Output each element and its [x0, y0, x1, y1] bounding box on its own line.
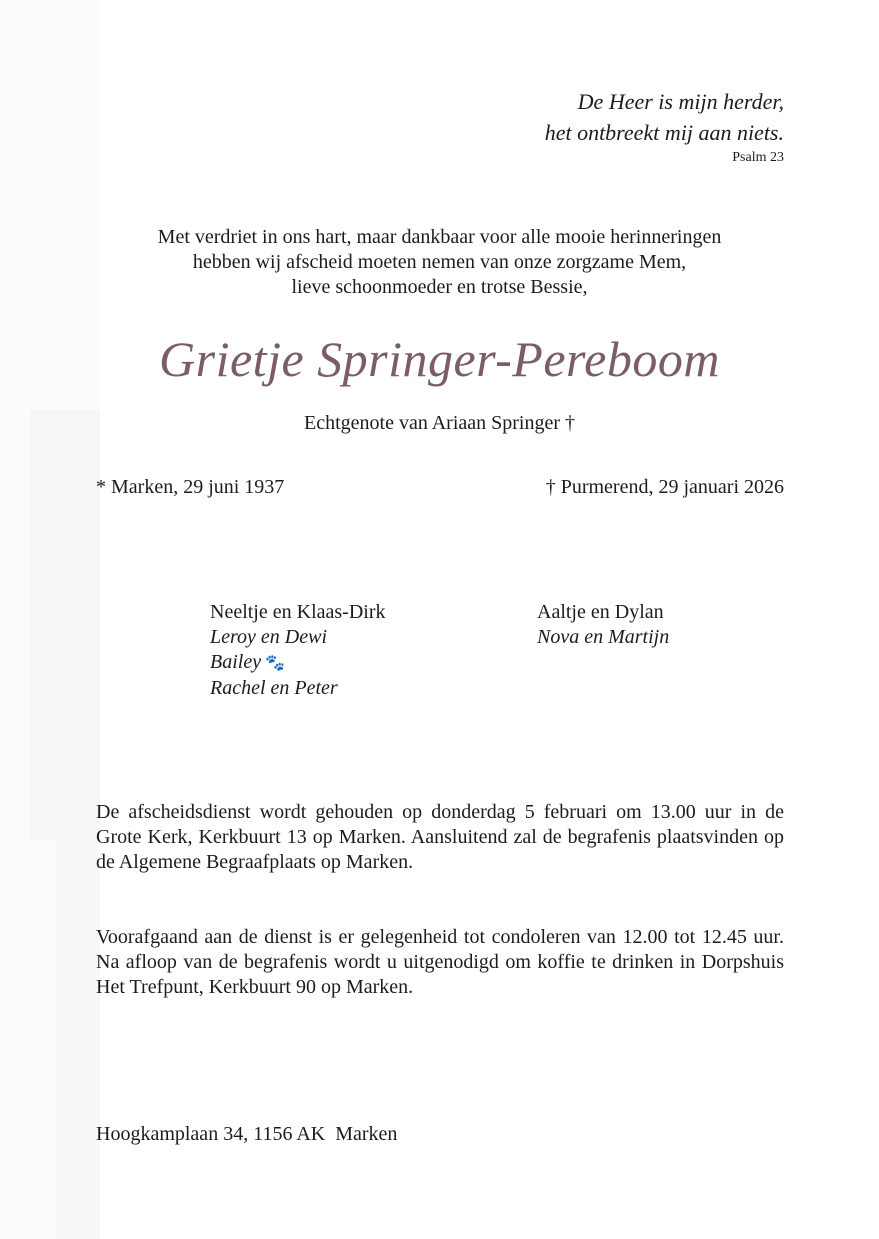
intro-line: Met verdriet in ons hart, maar dankbaar voor alle mooie herinneringen — [157, 226, 722, 248]
family-member: Leroy en Dewi — [210, 626, 328, 648]
home-address: Hoogkamplaan 34, 1156 AK Marken — [96, 1123, 398, 1145]
family-head: Neeltje en Klaas-Dirk — [210, 601, 386, 623]
family-column-1 — [210, 600, 385, 701]
family-head: Aaltje en Dylan — [537, 601, 664, 623]
spouse-line: Echtgenote van Ariaan Springer † — [303, 412, 576, 434]
family-member: Rachel en Peter — [210, 677, 338, 699]
family-column-2 — [537, 600, 669, 650]
deceased-name: Grietje Springer-Pereboom — [159, 331, 720, 387]
scan-shade — [30, 410, 100, 840]
scan-shade — [55, 840, 100, 1239]
paw-icon: 🐾 — [265, 655, 286, 672]
intro-line: lieve schoonmoeder en trotse Bessie, — [291, 276, 588, 298]
intro-line: hebben wij afscheid moeten nemen van onze zorgzame Mem, — [192, 251, 687, 273]
family-member: Nova en Martijn — [537, 626, 670, 648]
birth-date: * Marken, 29 juni 1937 — [96, 476, 285, 498]
pet-name: Bailey — [210, 651, 262, 673]
condolence-paragraph: Voorafgaand aan de dienst is er gelegenheid tot condoleren van 12.00 tot 12.45 uur. Na afloop van de begrafenis wordt u uitgenodigd om koffie te drinken in Dorpshuis Het Trefpunt, Kerkbuurt 90 op Marken. — [96, 926, 784, 998]
psalm-reference: Psalm 23 — [732, 150, 784, 165]
psalm-line: het ontbreekt mij aan niets. — [544, 120, 784, 145]
death-date: † Purmerend, 29 januari 2026 — [545, 476, 784, 498]
service-paragraph: De afscheidsdienst wordt gehouden op donderdag 5 februari om 13.00 uur in de Grote Kerk, Kerkbuurt 13 op Marken. Aansluitend zal de begrafenis plaatsvinden op de Algemene Begraafplaats op Marken. — [96, 801, 784, 873]
family-member-pet — [210, 650, 385, 676]
psalm-line: De Heer is mijn herder, — [577, 89, 784, 114]
intro-text — [0, 225, 879, 300]
psalm-quote — [545, 86, 784, 148]
